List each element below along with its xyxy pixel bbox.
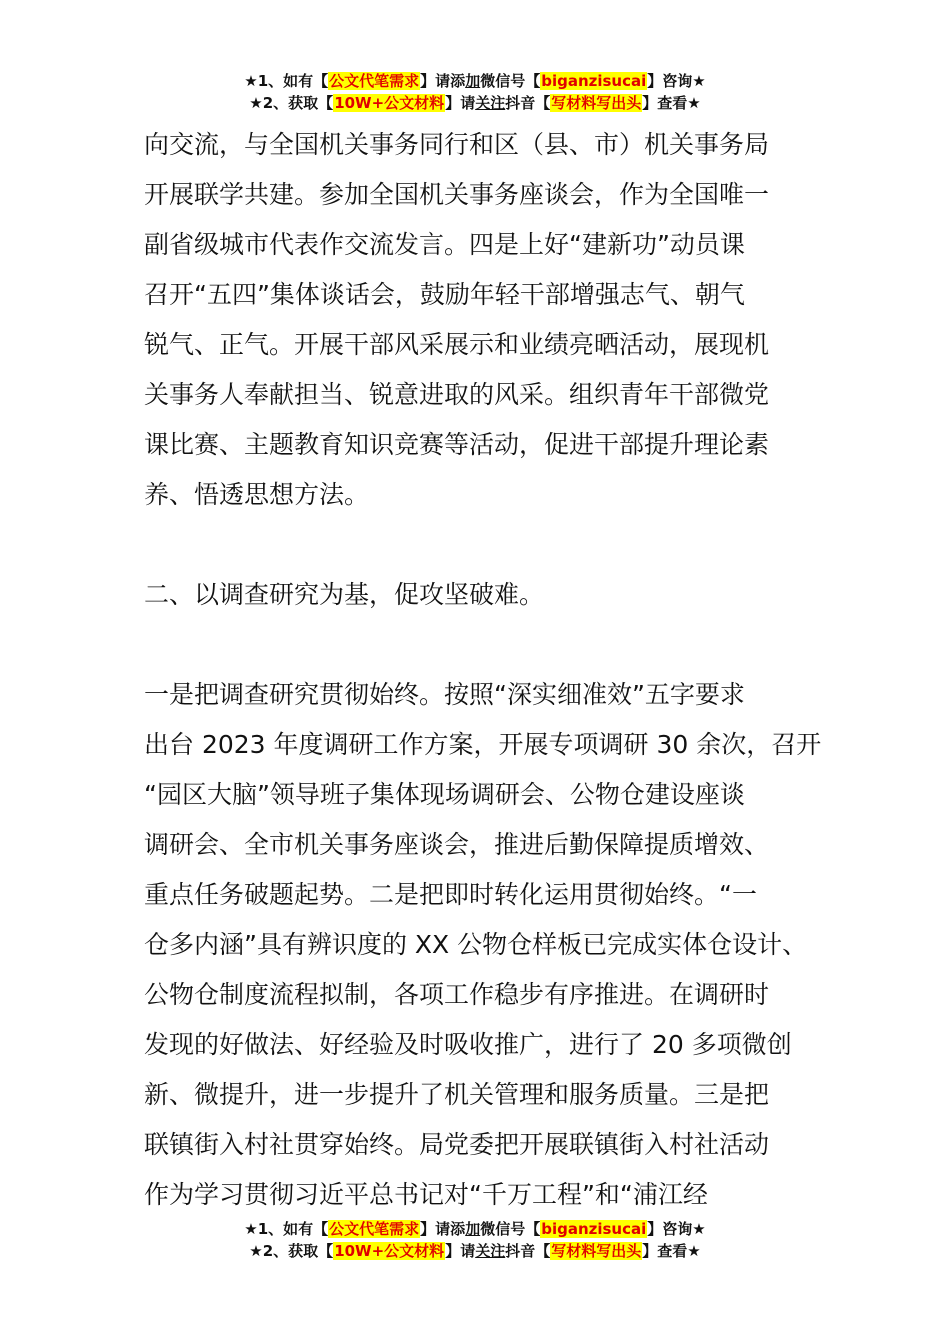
banner-text: 】查看★ (642, 1242, 701, 1260)
paragraph-spacer (144, 520, 810, 570)
banner-text: ★2、获取【 (249, 94, 334, 112)
section-heading: 二、以调查研究为基，促攻坚破难。 (144, 580, 545, 609)
body-line: 开展联学共建。参加全国机关事务座谈会，作为全国唯一 (144, 180, 770, 209)
body-line: 养、悟透思想方法。 (144, 480, 370, 509)
body-line: 副省级城市代表作交流发言。四是上好“建新功”动员课 (144, 230, 745, 259)
body-line: 召开“五四”集体谈话会，鼓励年轻干部增强志气、朝气 (144, 280, 745, 309)
body-line: 向交流，与全国机关事务同行和区（县、市）机关事务局 (144, 130, 770, 159)
body-line: 一是把调查研究贯彻始终。按照“深实细准效”五字要求 (144, 680, 745, 709)
banner-text: ★2、获取【 (249, 1242, 334, 1260)
banner-text: 加 (465, 1220, 481, 1238)
body-line: 关事务人奉献担当、锐意进取的风采。组织青年干部微党 (144, 380, 770, 409)
banner-text: 】查看★ (642, 94, 701, 112)
banner-line-1 (0, 1218, 950, 1240)
wechat-id-highlight: biganzisucai (541, 1220, 647, 1238)
body-line: “园区大脑”领导班子集体现场调研会、公物仓建设座谈 (144, 780, 745, 809)
body-line: 仓多内涵”具有辨识度的 XX 公物仓样板已完成实体仓设计、 (144, 930, 808, 959)
banner-text: 】咨询★ (647, 1220, 706, 1238)
banner-text: 加 (465, 72, 481, 90)
footer-banner (0, 1218, 950, 1262)
highlight-tag: 公文代笔需求 (329, 1220, 420, 1238)
banner-text: 关注 (475, 94, 506, 112)
paragraph-spacer (144, 620, 810, 670)
highlight-tag: 公文代笔需求 (329, 72, 420, 90)
banner-text: 】请 (445, 1242, 476, 1260)
highlight-tag: 10W+公文材料 (334, 1242, 445, 1260)
banner-text: 】咨询★ (647, 72, 706, 90)
banner-text: 抖音【 (505, 94, 551, 112)
banner-text: 关注 (475, 1242, 506, 1260)
banner-text: 微信号【 (480, 1220, 541, 1238)
body-line: 锐气、正气。开展干部风采展示和业绩亮晒活动，展现机 (144, 330, 770, 359)
body-line: 发现的好做法、好经验及时吸收推广，进行了 20 多项微创 (144, 1030, 792, 1059)
highlight-tag: 10W+公文材料 (334, 94, 445, 112)
douyin-highlight: 写材料写出头 (551, 1242, 642, 1260)
banner-line-2 (0, 1240, 950, 1262)
body-line: 重点任务破题起势。二是把即时转化运用贯彻始终。“一 (144, 880, 757, 909)
document-body (144, 120, 822, 1220)
banner-text: 】请添 (420, 1220, 466, 1238)
banner-text: ★1、如有【 (244, 1220, 329, 1238)
body-line: 公物仓制度流程拟制，各项工作稳步有序推进。在调研时 (144, 980, 770, 1009)
body-line: 调研会、全市机关事务座谈会，推进后勤保障提质增效、 (144, 830, 770, 859)
body-line: 联镇街入村社贯穿始终。局党委把开展联镇街入村社活动 (144, 1130, 770, 1159)
banner-text: 微信号【 (480, 72, 541, 90)
banner-text: 抖音【 (505, 1242, 551, 1260)
banner-text: ★1、如有【 (244, 72, 329, 90)
douyin-highlight: 写材料写出头 (551, 94, 642, 112)
body-line: 新、微提升，进一步提升了机关管理和服务质量。三是把 (144, 1080, 770, 1109)
body-line: 出台 2023 年度调研工作方案，开展专项调研 30 余次，召开 (144, 730, 822, 759)
banner-line-2 (0, 92, 950, 114)
body-line: 课比赛、主题教育知识竞赛等活动，促进干部提升理论素 (144, 430, 770, 459)
body-line: 作为学习贯彻习近平总书记对“千万工程”和“浦江经 (144, 1180, 708, 1209)
banner-text: 】请添 (420, 72, 466, 90)
header-banner (0, 70, 950, 114)
banner-text: 】请 (445, 94, 476, 112)
wechat-id-highlight: biganzisucai (541, 72, 647, 90)
banner-line-1 (0, 70, 950, 92)
